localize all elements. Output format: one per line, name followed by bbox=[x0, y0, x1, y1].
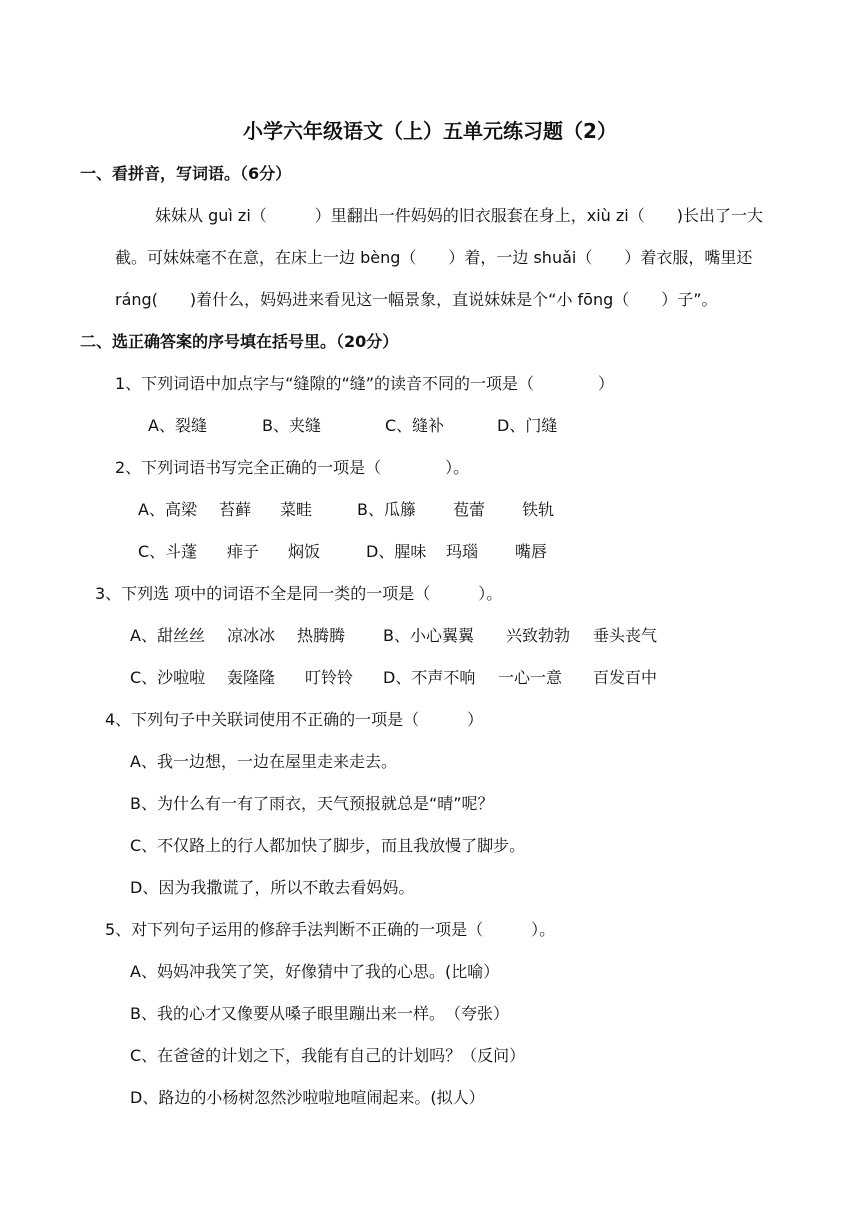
question-3-word: 热腾腾 bbox=[297, 626, 346, 645]
question-4-option-d: D、因为我撒谎了，所以不敢去看妈妈。 bbox=[130, 878, 415, 897]
question-5-stem: 5、对下列句子运用的修辞手法判断不正确的一项是（ ）。 bbox=[105, 920, 556, 939]
question-3-word: 叮铃铃 bbox=[305, 668, 354, 687]
question-2-word: 苞蕾 bbox=[453, 500, 486, 519]
question-2-option-b: B、瓜籐 bbox=[357, 500, 416, 519]
question-2-stem: 2、下列词语书写完全正确的一项是（ ）。 bbox=[115, 458, 470, 477]
question-3-option-a: A、甜丝丝 bbox=[130, 626, 205, 645]
section-1-line-2: 截。可妹妹毫不在意，在床上一边 bèng（ ）着，一边 shuǎi（ ）着衣服，嘴里还 bbox=[115, 248, 753, 267]
section-1-line-1: 妹妹从 guì zi（ ）里翻出一件妈妈的旧衣服套在身上，xiù zi（ )长出了一大 bbox=[155, 206, 763, 225]
question-3-option-b: B、小心翼翼 bbox=[383, 626, 474, 645]
question-3-word: 轰隆隆 bbox=[227, 668, 276, 687]
question-2-word: 焖饭 bbox=[288, 542, 321, 561]
question-2-word: 痱子 bbox=[227, 542, 260, 561]
question-4-stem: 4、下列句子中关联词使用不正确的一项是（ ） bbox=[105, 710, 484, 729]
question-1-stem: 1、下列词语中加点字与“缝隙的“缝”的读音不同的一项是（ ） bbox=[115, 374, 615, 393]
question-1-option-d: D、门缝 bbox=[497, 416, 558, 435]
question-5-option-c: C、在爸爸的计划之下，我能有自己的计划吗？（反问） bbox=[130, 1046, 526, 1065]
question-3-option-d: D、不声不响 bbox=[383, 668, 476, 687]
section-1-line-3: ráng( )着什么，妈妈进来看见这一幅景象，直说妹妹是个“小 fōng（ ）子”。 bbox=[115, 290, 718, 309]
section-2-heading: 二、选正确答案的序号填在括号里。（20分） bbox=[80, 332, 399, 351]
question-5-option-a: A、妈妈冲我笑了笑，好像猜中了我的心思。(比喻） bbox=[130, 962, 500, 981]
question-5-option-d: D、路边的小杨树忽然沙啦啦地喧闹起来。(拟人） bbox=[130, 1088, 485, 1107]
question-2-word: 苔藓 bbox=[219, 500, 252, 519]
question-4-option-c: C、不仅路上的行人都加快了脚步，而且我放慢了脚步。 bbox=[130, 836, 526, 855]
question-2-word: 玛瑙 bbox=[446, 542, 479, 561]
question-2-word: 铁轨 bbox=[522, 500, 555, 519]
question-3-stem: 3、下列选 项中的词语不全是同一类的一项是（ ）。 bbox=[95, 584, 503, 603]
question-4-option-a: A、我一边想，一边在屋里走来走去。 bbox=[130, 752, 397, 771]
question-5-option-b: B、我的心才又像要从嗓子眼里蹦出来一样。 （夸张） bbox=[130, 1004, 509, 1023]
question-3-word: 百发百中 bbox=[593, 668, 658, 687]
question-2-word: 菜畦 bbox=[280, 500, 313, 519]
section-1-heading: 一、看拼音，写词语。（6分） bbox=[80, 164, 292, 183]
question-3-word: 垂头丧气 bbox=[593, 626, 658, 645]
question-2-option-a: A、高梁 bbox=[138, 500, 197, 519]
question-1-option-a: A、裂缝 bbox=[148, 416, 207, 435]
page-title: 小学六年级语文（上）五单元练习题（2） bbox=[243, 119, 617, 143]
question-1-option-b: B、夹缝 bbox=[262, 416, 321, 435]
question-3-word: 兴致勃勃 bbox=[506, 626, 571, 645]
question-2-option-d: D、腥味 bbox=[366, 542, 427, 561]
question-3-option-c: C、沙啦啦 bbox=[130, 668, 206, 687]
question-4-option-b: B、为什么有一有了雨衣，天气预报就总是“晴”呢？ bbox=[130, 794, 494, 813]
question-2-option-c: C、斗蓬 bbox=[138, 542, 198, 561]
question-1-option-c: C、缝补 bbox=[385, 416, 445, 435]
question-2-word: 嘴唇 bbox=[515, 542, 548, 561]
question-3-word: 凉冰冰 bbox=[227, 626, 276, 645]
question-3-word: 一心一意 bbox=[498, 668, 563, 687]
